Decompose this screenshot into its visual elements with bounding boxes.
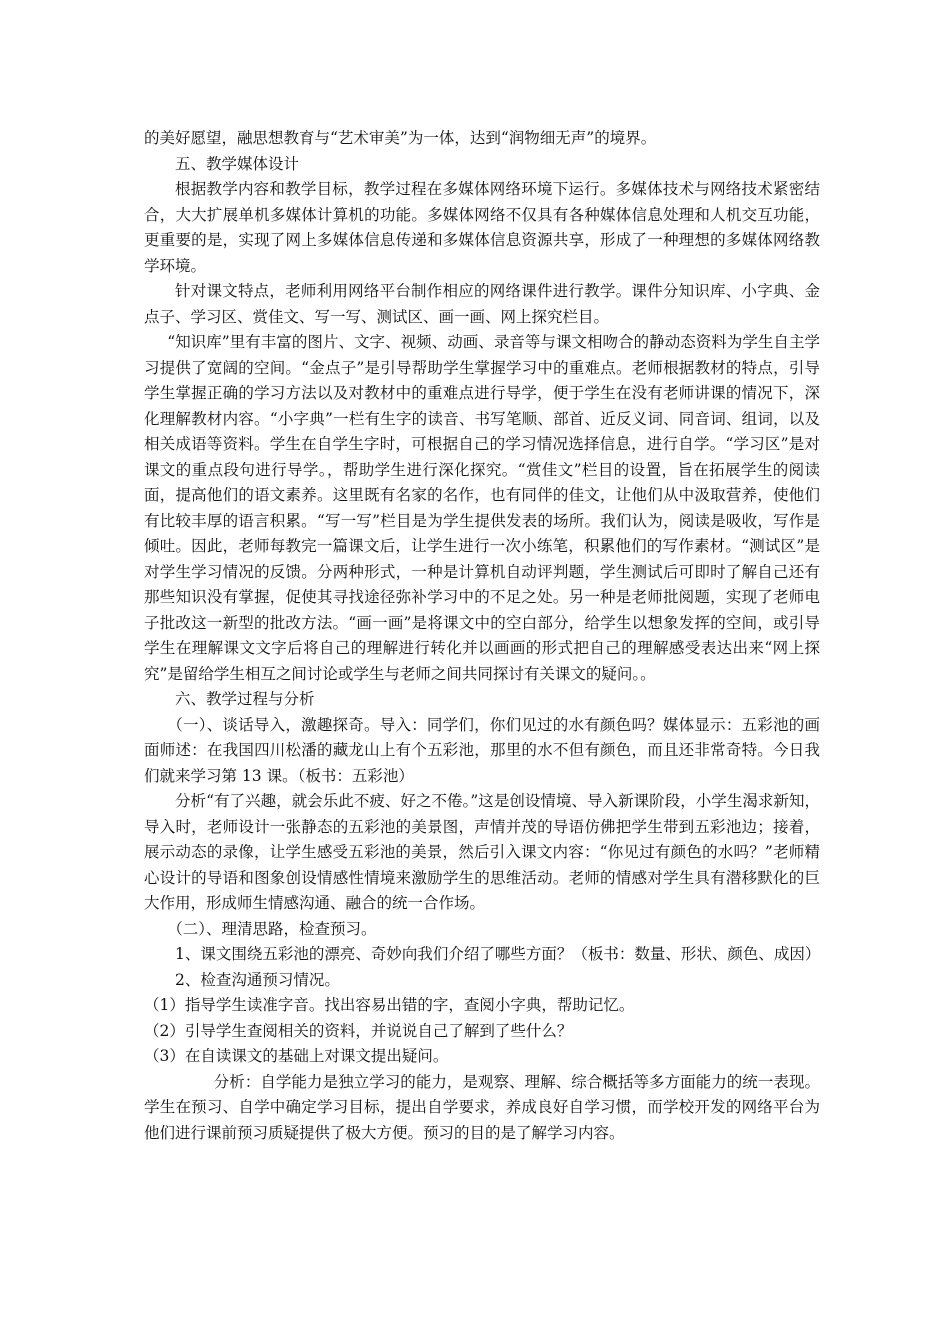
paragraph-step-one-analysis: 分析“有了兴趣，就会乐此不疲、好之不倦。”这是创设情境、导入新课阶段，小学生渴求新知，导入时，老师设计一张静态的五彩池的美景图，声情并茂的导语仿佛把学生带到五彩池边；接着，展示动态的录像，让学生感受五彩池的美景，然后引入课文内容：“你见过有颜色的水吗？”老师精心设计的导语和图象创设情感性情境来激励学生的思维活动。老师的情感对学生具有潜移默化的巨大作用，形成师生情感沟通、融合的统一合作场。: [144, 792, 820, 912]
document-body: [144, 126, 820, 1146]
paragraph-step-two-heading: （二）、理清思路，检查预习。: [167, 919, 377, 938]
list-item-sub-one: （1）指导学生读准字音。找出容易出错的字，查阅小字典，帮助记忆。: [144, 996, 635, 1014]
paragraph-media-environment: 根据教学内容和教学目标，教学过程在多媒体网络环境下运行。多媒体技术与网络技术紧密结合，大大扩展单机多媒体计算机的功能。多媒体网络不仅具有各种媒体信息处理和人机交互功能，更重要的是，实现了网上多媒体信息传递和多媒体信息资源共享，形成了一种理想的多媒体网络教学环境。: [144, 180, 820, 275]
paragraph-column-descriptions: “知识库”里有丰富的图片、文字、视频、动画、录音等与课文相吻合的静动态资料为学生自主学习提供了宽阔的空间。“金点子”是引导帮助学生掌握学习中的重难点。老师根据教材的特点，引导学生掌握正确的学习方法以及对教材中的重难点进行导学，便于学生在没有老师讲课的情况下，深化理解教材内容。“小字典”一栏有生字的读音、书写笔顺、部首、近反义词、同音词、组词，以及相关成语等资料。学生在自学生字时，可根据自己的学习情况选择信息，进行自学。“学习区”是对课文的重点段句进行导学。，帮助学生进行深化探究。“赏佳文”栏目的设置，旨在拓展学生的阅读面，提高他们的语文素养。这里既有名家的名作，也有同伴的佳文，让他们从中汲取营养，使他们有比较丰厚的语言积累。“写一写”栏目是为学生提供发表的场所。我们认为，阅读是吸收，写作是倾吐。因此，老师每教完一篇课文后，让学生进行一次小练笔，积累他们的写作素材。“测试区”是对学生学习情况的反馈。分两种形式，一种是计算机自动评判题，学生测试后可即时了解自己还有那些知识没有掌握，促使其寻找途径弥补学习中的不足之处。另一种是老师批阅题，实现了老师电子批改这一新型的批改方法。“画一画”是将课文中的空白部分，给学生以想象发挥的空间，或引导学生在理解课文文字后将自己的理解进行转化并以画画的形式把自己的理解感受表达出来“网上探究”是留给学生相互之间讨论或学生与老师之间共同探讨有关课文的疑问。。: [144, 333, 820, 683]
paragraph-courseware-columns: 针对课文特点，老师利用网络平台制作相应的网络课件进行教学。课件分知识库、小字典、金点子、学习区、赏佳文、写一写、测试区、画一画、网上探究栏目。: [144, 282, 820, 326]
list-item-sub-two: （2）引导学生查阅相关的资料，并说说自己了解到了些什么？: [144, 1021, 573, 1040]
paragraph-item-two: 2、检查沟通预习情况。: [175, 970, 340, 989]
section-heading-teaching-process: 六、教学过程与分析: [175, 690, 315, 708]
section-heading-media-design: 五、教学媒体设计: [175, 154, 300, 173]
paragraph-continuation: 的美好愿望，融思想教育与“艺术审美”为一体，达到“润物细无声”的境界。: [144, 129, 657, 147]
paragraph-step-one-intro: （一）、谈话导入，激趣探奇。导入：同学们，你们见过的水有颜色吗？媒体显示：五彩池的画面师述：在我国四川松潘的藏龙山上有个五彩池，那里的水不但有颜色，而且还非常奇特。今日我们就来学习第 13 课。（板书：五彩池）: [144, 715, 820, 785]
list-item-sub-three: （3）在自读课文的基础上对课文提出疑问。: [144, 1047, 449, 1065]
paragraph-step-two-analysis: 分析：自学能力是独立学习的能力，是观察、理解、综合概括等多方面能力的统一表现。学生在预习、自学中确定学习目标，提出自学要求，养成良好自学习惯，而学校开发的网络平台为他们进行课前预习质疑提供了极大方便。预习的目的是了解学习内容。: [144, 1072, 820, 1142]
paragraph-item-one: 1、课文围绕五彩池的漂亮、奇妙向我们介绍了哪些方面？（板书：数量、形状、颜色、成因）: [175, 945, 821, 963]
